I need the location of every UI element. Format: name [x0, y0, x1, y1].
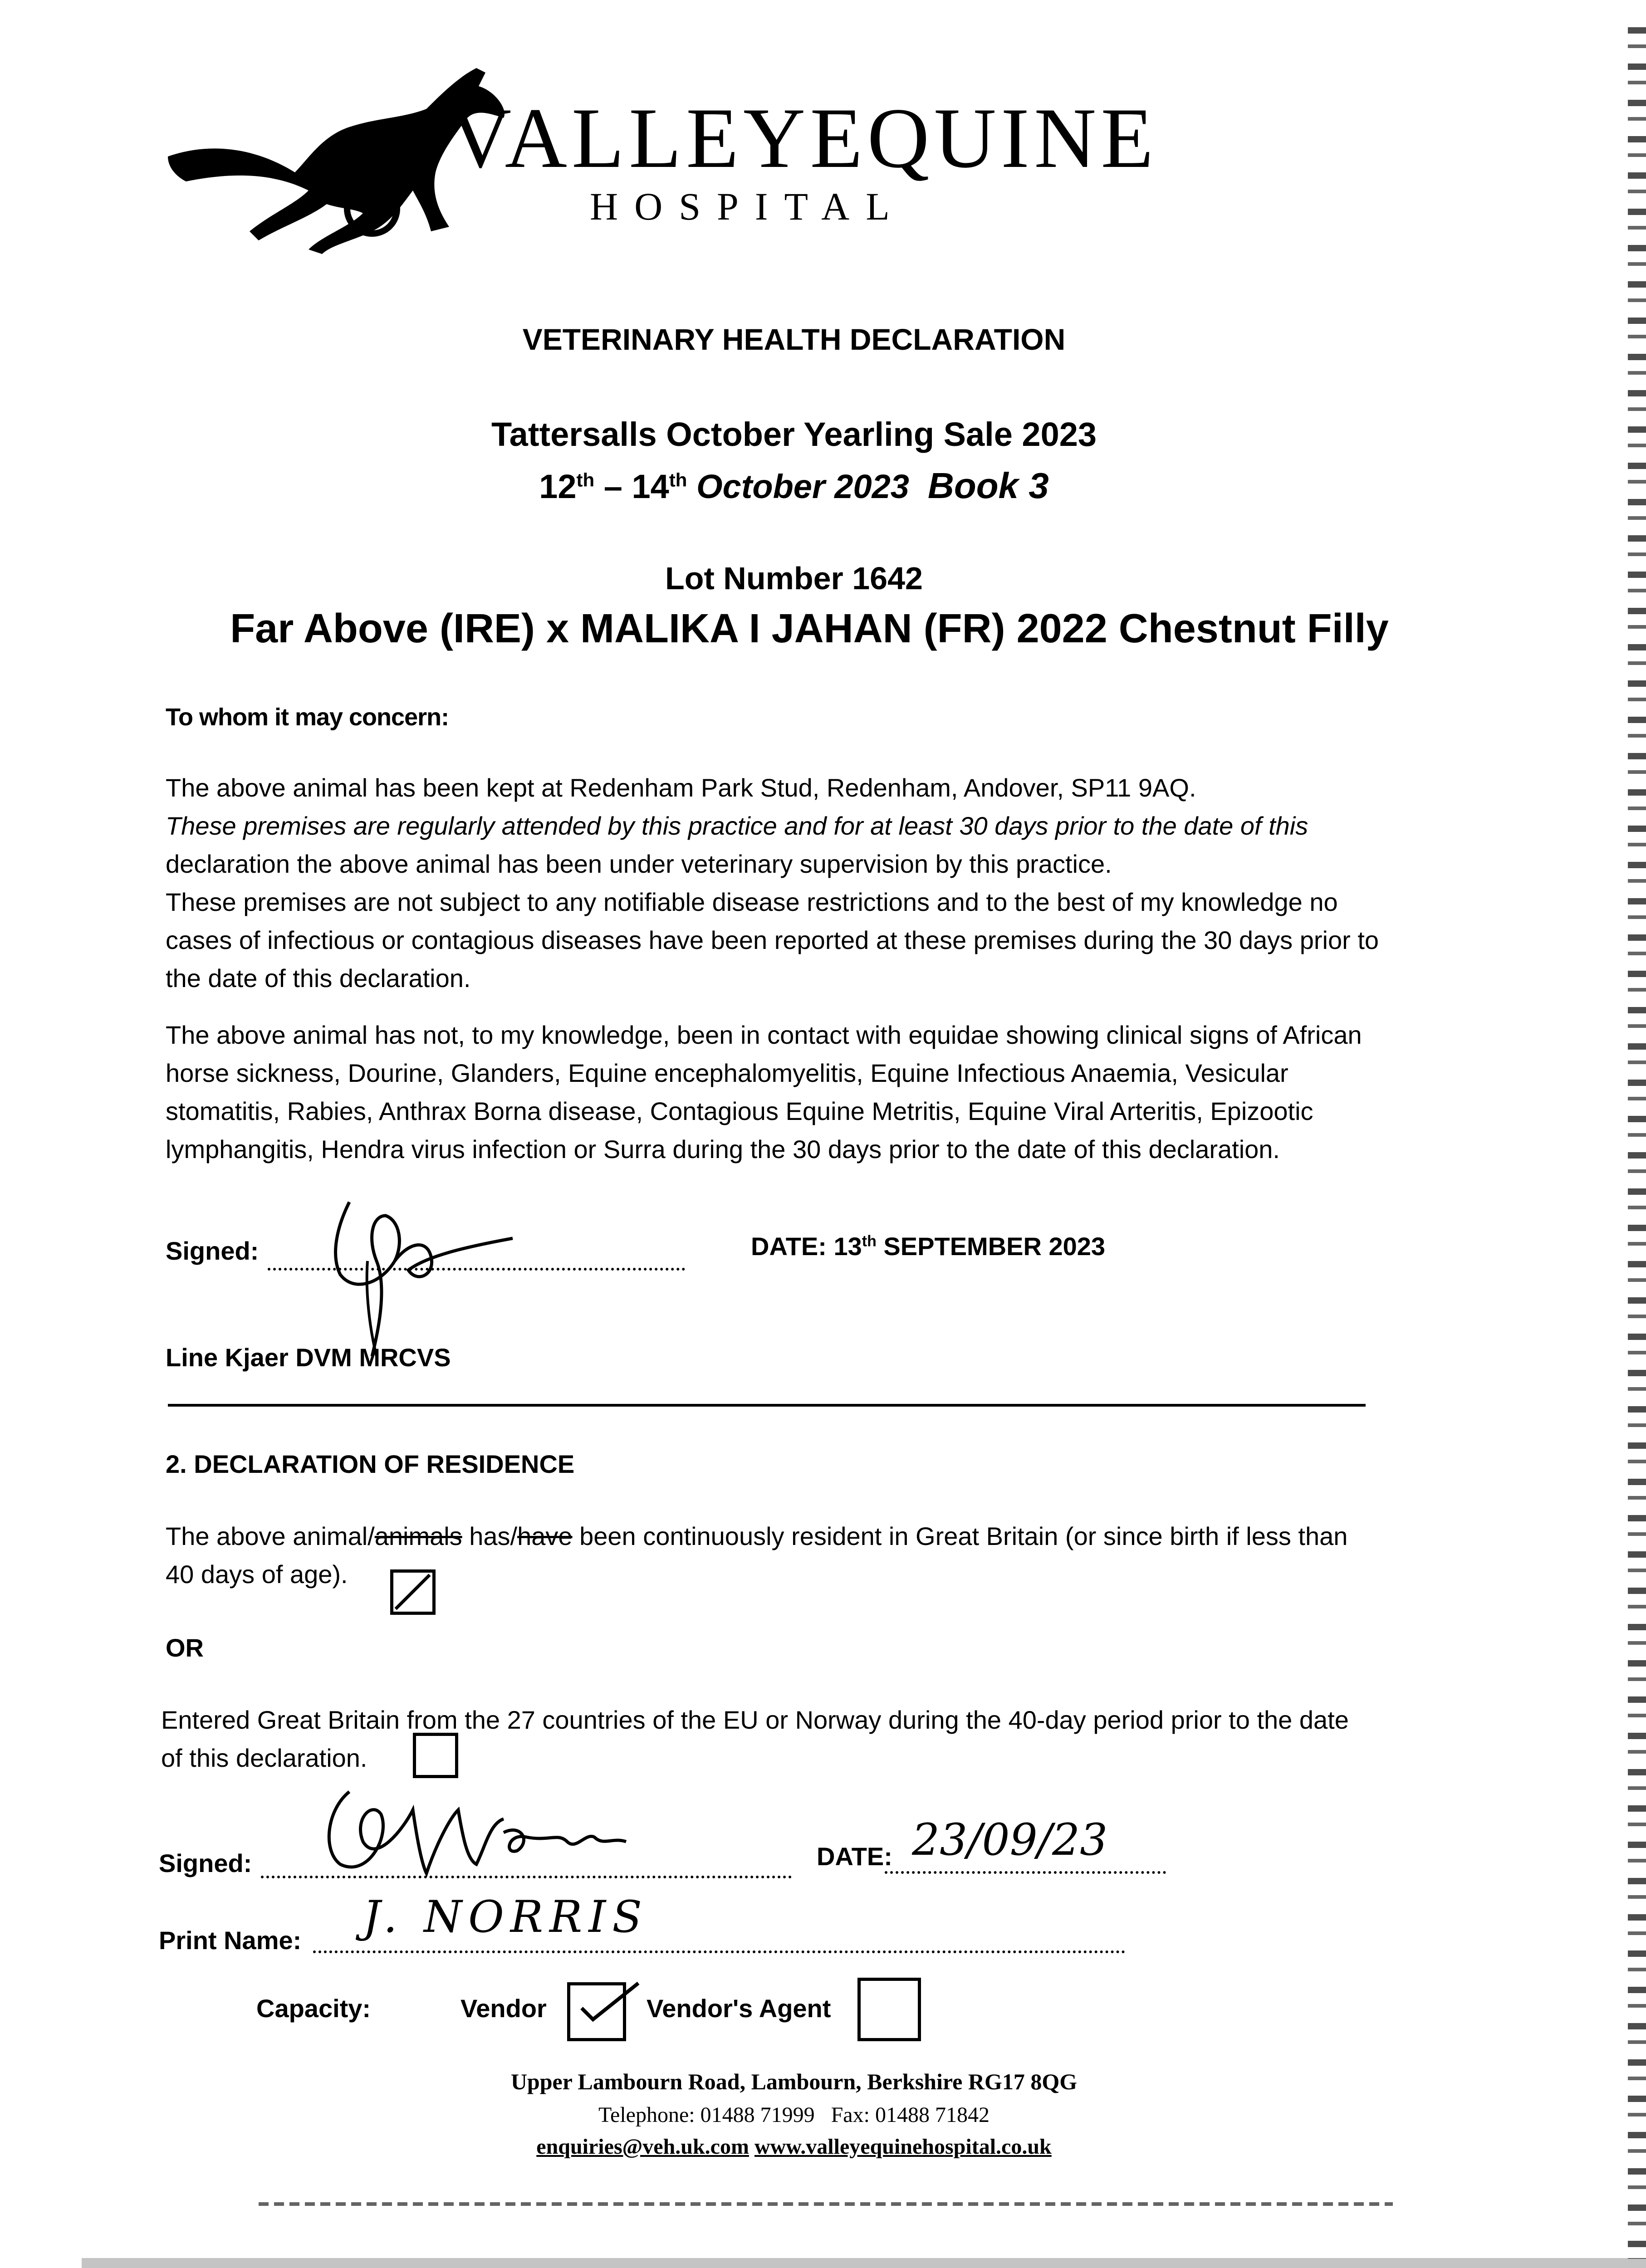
date-dash: – — [594, 468, 632, 505]
premises-line: These premises are regularly attended by this practice and for at least 30 days prior to the date of this — [166, 811, 1308, 840]
disease-line: lymphangitis, Hendra virus infection or Surra during the 30 days prior to the date of this declaration. — [166, 1135, 1280, 1163]
horse-parentage: Far Above (IRE) x — [230, 606, 580, 651]
sale-book: Book 3 — [928, 465, 1049, 506]
disease-paragraph — [166, 1016, 1527, 1168]
logo-name: VALLEYEQUINE — [449, 91, 1158, 186]
vet-signed-label: Signed: — [166, 1237, 259, 1265]
vendor-signature-icon — [313, 1774, 685, 1892]
or-separator: OR — [166, 1633, 204, 1662]
sale-month: October 2023 — [687, 468, 909, 505]
section-divider — [168, 1404, 1366, 1407]
disease-line: stomatitis, Rabies, Anthrax Borna disease, Contagious Equine Metritis, Equine Viral Arteritis, Epizootic — [166, 1097, 1313, 1125]
residence-text: The above animal/ — [166, 1522, 375, 1550]
vendor-date-label: DATE: — [817, 1842, 892, 1871]
struck-animals: animals — [374, 1522, 462, 1550]
disease-line: The above animal has not, to my knowledge, been in contact with equidae showing clinical signs of African — [166, 1021, 1362, 1049]
premises-paragraph — [166, 769, 1527, 997]
start-day: 12 — [539, 468, 577, 505]
premises-line: These premises are not subject to any notifiable disease restrictions and to the best of my knowledge no — [166, 888, 1338, 916]
entered-checkbox[interactable] — [413, 1733, 458, 1778]
vendor-signed-label: Signed: — [159, 1849, 252, 1877]
logo — [159, 59, 1158, 259]
vendor-agent-checkbox[interactable] — [857, 1978, 921, 2041]
horse-name: MALIKA I JAHAN (FR) 2022 Chestnut Filly — [580, 606, 1389, 651]
lot-number: Lot Number 1642 — [665, 561, 923, 596]
print-name-label: Print Name: — [159, 1926, 302, 1955]
entered-statement — [161, 1701, 1522, 1777]
footer-fine-print — [259, 2202, 1393, 2206]
print-name-line — [313, 1950, 1125, 1953]
residence-line-1 — [166, 1517, 1527, 1555]
scan-edge-bottom — [82, 2236, 1646, 2268]
premises-line: the date of this declaration. — [166, 964, 471, 992]
print-name-value: J. NORRIS — [363, 1892, 649, 1942]
vet-signatory: Line Kjaer DVM MRCVS — [166, 1343, 451, 1372]
start-day-suffix: th — [576, 469, 595, 491]
vendor-option-label: Vendor — [460, 1994, 547, 2023]
sale-name: Tattersalls October Yearling Sale 2023 — [491, 415, 1097, 453]
logo-subtitle: HOSPITAL — [590, 185, 906, 228]
premises-line: The above animal has been kept at Redenham Park Stud, Redenham, Andover, SP11 9AQ. — [166, 773, 1196, 802]
capacity-label: Capacity: — [256, 1994, 371, 2023]
footer-telephone: Telephone: 01488 71999 Fax: 01488 71842 — [598, 2103, 990, 2127]
salutation: To whom it may concern: — [166, 704, 449, 731]
residence-statement — [166, 1517, 1527, 1593]
disease-line: horse sickness, Dourine, Glanders, Equine encephalomyelitis, Equine Infectious Anaemia, Vesicular — [166, 1059, 1288, 1087]
footer-email-link[interactable]: enquiries@veh.uk.com — [536, 2135, 749, 2159]
horse-description — [0, 606, 1646, 652]
vet-signature-icon — [290, 1148, 544, 1365]
sale-dates — [0, 465, 1588, 507]
check-mark-icon — [570, 1981, 643, 2033]
footer-website-link[interactable]: www.valleyequinehospital.co.uk — [754, 2135, 1052, 2159]
vet-date-suffix: th — [862, 1232, 877, 1250]
resident-checkbox[interactable] — [390, 1569, 436, 1615]
vendor-checkbox[interactable] — [567, 1982, 626, 2041]
vet-date-label: DATE: 13 — [751, 1232, 862, 1261]
residence-text: has/ — [462, 1522, 518, 1550]
footer-address: Upper Lambourn Road, Lambourn, Berkshire RG17 8QG — [510, 2069, 1078, 2094]
vendor-agent-option-label: Vendor's Agent — [647, 1994, 831, 2023]
residence-text: been continuously resident in Great Britain (or since birth if less than — [572, 1522, 1348, 1550]
end-day: 14 — [632, 468, 669, 505]
premises-line: cases of infectious or contagious diseases have been reported at these premises during the 30 days prior to — [166, 926, 1379, 954]
struck-have: have — [517, 1522, 573, 1550]
document-title: VETERINARY HEALTH DECLARATION — [522, 323, 1066, 356]
entered-line-1: Entered Great Britain from the 27 countries of the EU or Norway during the 40-day period prior to the date — [161, 1706, 1349, 1734]
vet-declaration-date — [751, 1232, 1105, 1261]
premises-line: declaration the above animal has been under veterinary supervision by this practice. — [166, 850, 1112, 878]
vendor-date-line — [885, 1871, 1166, 1874]
section2-heading: 2. DECLARATION OF RESIDENCE — [166, 1450, 575, 1478]
footer-links — [0, 2134, 1588, 2159]
entered-line-2: of this declaration. — [161, 1744, 367, 1772]
end-day-suffix: th — [669, 469, 687, 491]
residence-line-2: 40 days of age). — [166, 1560, 348, 1589]
vendor-date-value: 23/09/23 — [912, 1814, 1108, 1865]
vet-date-rest: SEPTEMBER 2023 — [876, 1232, 1106, 1261]
check-mark-icon — [393, 1573, 432, 1612]
scan-edge-right — [1628, 27, 1646, 2259]
